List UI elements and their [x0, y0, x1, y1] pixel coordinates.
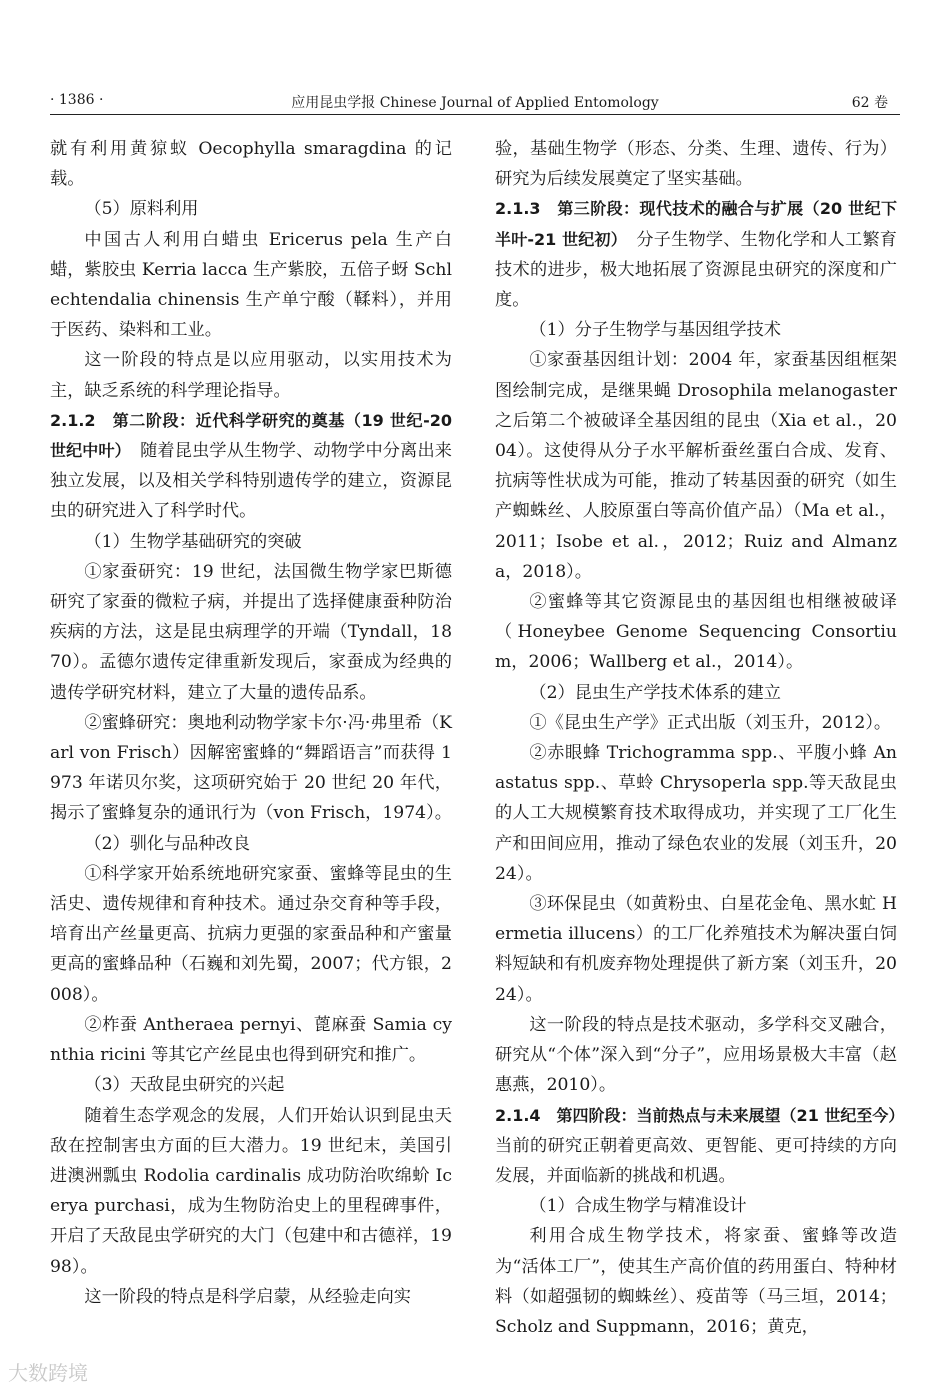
paragraph-text: 这一阶段的特点是以应用驱动，以实用技术为主，缺乏系统的科学理论指导。 [50, 350, 452, 401]
paragraph-text: 这一阶段的特点是技术驱动，多学科交叉融合，研究从“个体”深入到“分子”，应用场景极大丰富（赵惠燕，2010）。 [495, 1014, 897, 1096]
paragraph-text: （1）生物学基础研究的突破 [84, 531, 302, 552]
paragraph [50, 829, 452, 859]
paragraph-text: （1）分子生物学与基因组学技术 [529, 320, 781, 341]
paragraph [495, 1101, 914, 1192]
paragraph-text: ①科学家开始系统地研究家蚕、蜜蜂等昆虫的生活史、遗传规律和育种技术。通过杂交育种等手段，培育出产丝量更高、抗病力更强的家蚕品种和产蜜量更高的蜜蜂品种（石巍和刘先蜀，2007；代方银，2008）。 [50, 863, 452, 1005]
paragraph-text: 验，基础生物学（形态、分类、生理、遗传、行为）研究为后续发展奠定了坚实基础。 [495, 139, 897, 190]
paragraph-text: （5）原料利用 [84, 199, 199, 220]
paragraph [50, 1101, 452, 1282]
page-number: · 1386 · [50, 92, 104, 108]
right-column [495, 134, 914, 1342]
journal-title: 应用昆虫学报 Chinese Journal of Applied Entomology [291, 95, 659, 111]
section-heading: 2.1.2 第二阶段：近代科学研究的奠基（19 世纪-20 世纪中叶） [50, 410, 452, 461]
paragraph [495, 738, 897, 889]
paragraph [495, 1191, 897, 1221]
paragraph [50, 406, 452, 527]
paragraph-text: ①家蚕研究：19 世纪，法国微生物学家巴斯德研究了家蚕的微粒子病，并提出了选择健康蚕种防治疾病的方法，这是昆虫病理学的开端（Tyndall，1870）。孟德尔遗传定律重新发现后，家蚕成为经典的遗传学研究材料，建立了大量的遗传品系。 [50, 561, 452, 703]
paragraph-text: （1）合成生物学与精准设计 [529, 1196, 747, 1217]
paragraph [495, 345, 897, 587]
paragraph [50, 527, 452, 557]
paragraph-text: ②赤眼蜂 Trichogramma spp.、平腹小蜂 Anastatus spp.、草蛉 Chrysoperla spp.等天敌昆虫的人工大规模繁育技术取得成功，并实现了工厂化生产和田间应用，推动了绿色农业的发展（刘玉升，2024）。 [495, 743, 897, 884]
paragraph-text: 利用合成生物学技术，将家蚕、蜜蜂等改造为“活体工厂”，使其生产高价值的药用蛋白、特种材料（如超强韧的蜘蛛丝）、疫苗等（马三垣，2014；Scholz and Suppmann，2016；黄克， [495, 1226, 897, 1337]
watermark: 大数跨境 [8, 1361, 88, 1385]
paragraph [50, 859, 452, 1010]
paragraph [495, 194, 897, 315]
paragraph [495, 315, 897, 345]
section-heading: 2.1.3 第三阶段：现代技术的融合与扩展（20 世纪下半叶-21 世纪初） [495, 199, 897, 249]
paragraph-text: （2）昆虫生产学技术体系的建立 [529, 682, 781, 703]
paragraph-text: ②蜜蜂研究：奥地利动物学家卡尔·冯·弗里希（Karl von Frisch）因解密蜜蜂的“舞蹈语言”而获得 1973 年诺贝尔奖，这项研究始于 20 世纪 20 年代，揭示了蜜蜂复杂的通讯行为（von Frisch，1974）。 [50, 712, 452, 824]
paragraph [50, 1070, 452, 1100]
paragraph-text: 分子生物学、生物化学和人工繁育技术的进步，极大地拓展了资源昆虫研究的深度和广度。 [495, 229, 897, 311]
paragraph-text: （3）天敌昆虫研究的兴起 [84, 1075, 285, 1096]
paragraph [495, 1221, 897, 1342]
paragraph-text: 中国古人利用白蜡虫 Ericerus pela 生产白蜡，紫胶虫 Kerria lacca 生产紫胶，五倍子蚜 Schlechtendalia chinensis 生产单宁酸（鞣料），并用于医药、染料和工业。 [50, 229, 452, 341]
paragraph [495, 134, 897, 194]
paragraph-text: 就有利用黄猄蚁 Oecophylla smaragdina 的记载。 [50, 139, 452, 190]
paragraph [495, 587, 897, 678]
paragraph-text: ①家蚕基因组计划：2004 年，家蚕基因组框架图绘制完成，是继果蝇 Drosophila melanogaster 之后第二个被破译全基因组的昆虫（Xia et al.，2004）。这使得从分子水平解析蚕丝蛋白合成、发育、抗病等性状成为可能，推动了转基因蚕的研究（如生产蜘蛛丝、人胶原蛋白等高价值产品）（Ma et al.，2011；Isobe et al.，2012；Ruiz and Almanza，2018）。 [495, 350, 897, 582]
paragraph [50, 225, 452, 346]
paragraph [50, 557, 452, 708]
paragraph-text: 随着生态学观念的发展，人们开始认识到昆虫天敌在控制害虫方面的巨大潜力。19 世纪末，美国引进澳洲瓢虫 Rodolia cardinalis 成功防治吹绵蚧 Icerya purchasi，成为生物防治史上的里程碑事件，开启了天敌昆虫学研究的大门（包建中和古德祥，1998）。 [50, 1105, 452, 1277]
paragraph [50, 134, 452, 194]
paragraph [50, 1010, 452, 1070]
left-column [50, 134, 452, 1312]
paragraph [495, 889, 897, 1010]
paragraph-text: 当前的研究正朝着更高效、更智能、更可持续的方向发展，并面临新的挑战和机遇。 [495, 1105, 914, 1186]
paragraph-text: 这一阶段的特点是科学启蒙，从经验走向实 [84, 1286, 411, 1307]
paragraph [50, 1282, 452, 1312]
paragraph [50, 708, 452, 829]
volume-label: 62 卷 [851, 95, 888, 111]
paragraph [495, 678, 897, 708]
paragraph [495, 708, 897, 738]
paragraph-text: ③环保昆虫（如黄粉虫、白星花金龟、黑水虻 Hermetia illucens）的工厂化养殖技术为解决蛋白饲料短缺和有机废弃物处理提供了新方案（刘玉升，2024）。 [495, 894, 897, 1005]
paragraph-text: ②蜜蜂等其它资源昆虫的基因组也相继被破译（Honeybee Genome Sequencing Consortium，2006；Wallberg et al.，2014）。 [495, 592, 897, 673]
paragraph [495, 1010, 897, 1101]
paragraph-text: ②柞蚕 Antheraea pernyi、蓖麻蚕 Samia cynthia ricini 等其它产丝昆虫也得到研究和推广。 [50, 1014, 452, 1066]
paragraph-text: ①《昆虫生产学》正式出版（刘玉升，2012）。 [529, 712, 892, 733]
paragraph-text: （2）驯化与品种改良 [84, 833, 251, 854]
page-header [50, 84, 900, 115]
paragraph-text: 随着昆虫学从生物学、动物学中分离出来独立发展，以及相关学科特别遗传学的建立，资源昆虫的研究进入了科学时代。 [50, 441, 452, 522]
paragraph [50, 194, 452, 224]
paragraph [50, 345, 452, 405]
section-heading: 2.1.4 第四阶段：当前热点与未来展望（21 世纪至今） [495, 1105, 897, 1125]
